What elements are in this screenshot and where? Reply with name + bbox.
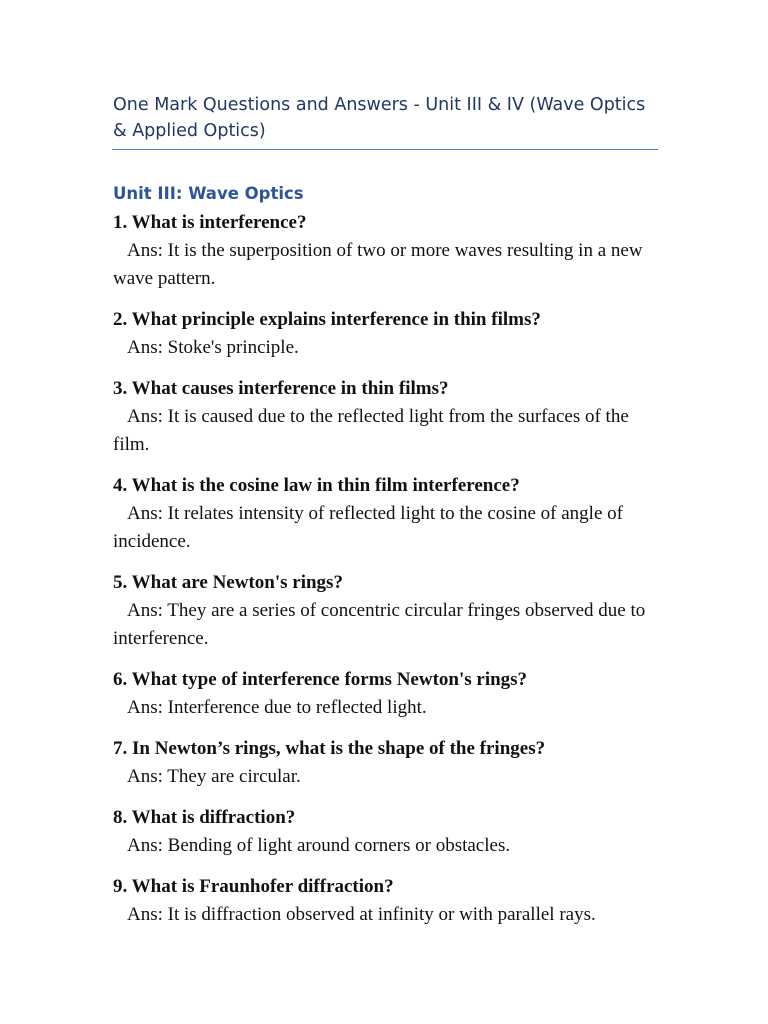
answer-text: Ans: It is caused due to the reflected light from the surfaces of the film. (113, 406, 629, 455)
title-underline (112, 149, 658, 150)
answer-text: Ans: It is the superposition of two or more waves resulting in a new wave pattern. (113, 240, 643, 289)
answer-text: Ans: They are circular. (127, 766, 301, 787)
qa-item (113, 472, 661, 556)
question-text: 4. What is the cosine law in thin film interference? (113, 475, 520, 496)
qa-item (113, 735, 661, 791)
qa-item (113, 306, 661, 362)
qa-list (113, 209, 661, 942)
qa-item (113, 873, 661, 929)
qa-item (113, 209, 661, 293)
answer-text: Ans: Bending of light around corners or obstacles. (127, 835, 511, 856)
question-text: 1. What is interference? (113, 212, 307, 233)
qa-item (113, 666, 661, 722)
question-text: 3. What causes interference in thin films? (113, 378, 449, 399)
section-heading: Unit III: Wave Optics (113, 184, 304, 203)
answer-text: Ans: Interference due to reflected light. (127, 697, 427, 718)
qa-item (113, 569, 661, 653)
question-text: 8. What is diffraction? (113, 807, 296, 828)
question-text: 2. What principle explains interference in thin films? (113, 309, 541, 330)
qa-item (113, 804, 661, 860)
document-title: One Mark Questions and Answers - Unit III & IV (Wave Optics & Applied Optics) (113, 95, 646, 141)
answer-text: Ans: It relates intensity of reflected light to the cosine of angle of incidence. (113, 503, 623, 552)
question-text: 7. In Newton’s rings, what is the shape of the fringes? (113, 738, 546, 759)
answer-text: Ans: They are a series of concentric circular fringes observed due to interference. (113, 600, 646, 649)
question-text: 6. What type of interference forms Newton's rings? (113, 669, 528, 690)
answer-text: Ans: Stoke's principle. (127, 337, 299, 358)
qa-item (113, 375, 661, 459)
answer-text: Ans: It is diffraction observed at infinity or with parallel rays. (127, 904, 596, 925)
question-text: 5. What are Newton's rings? (113, 572, 343, 593)
question-text: 9. What is Fraunhofer diffraction? (113, 876, 394, 897)
